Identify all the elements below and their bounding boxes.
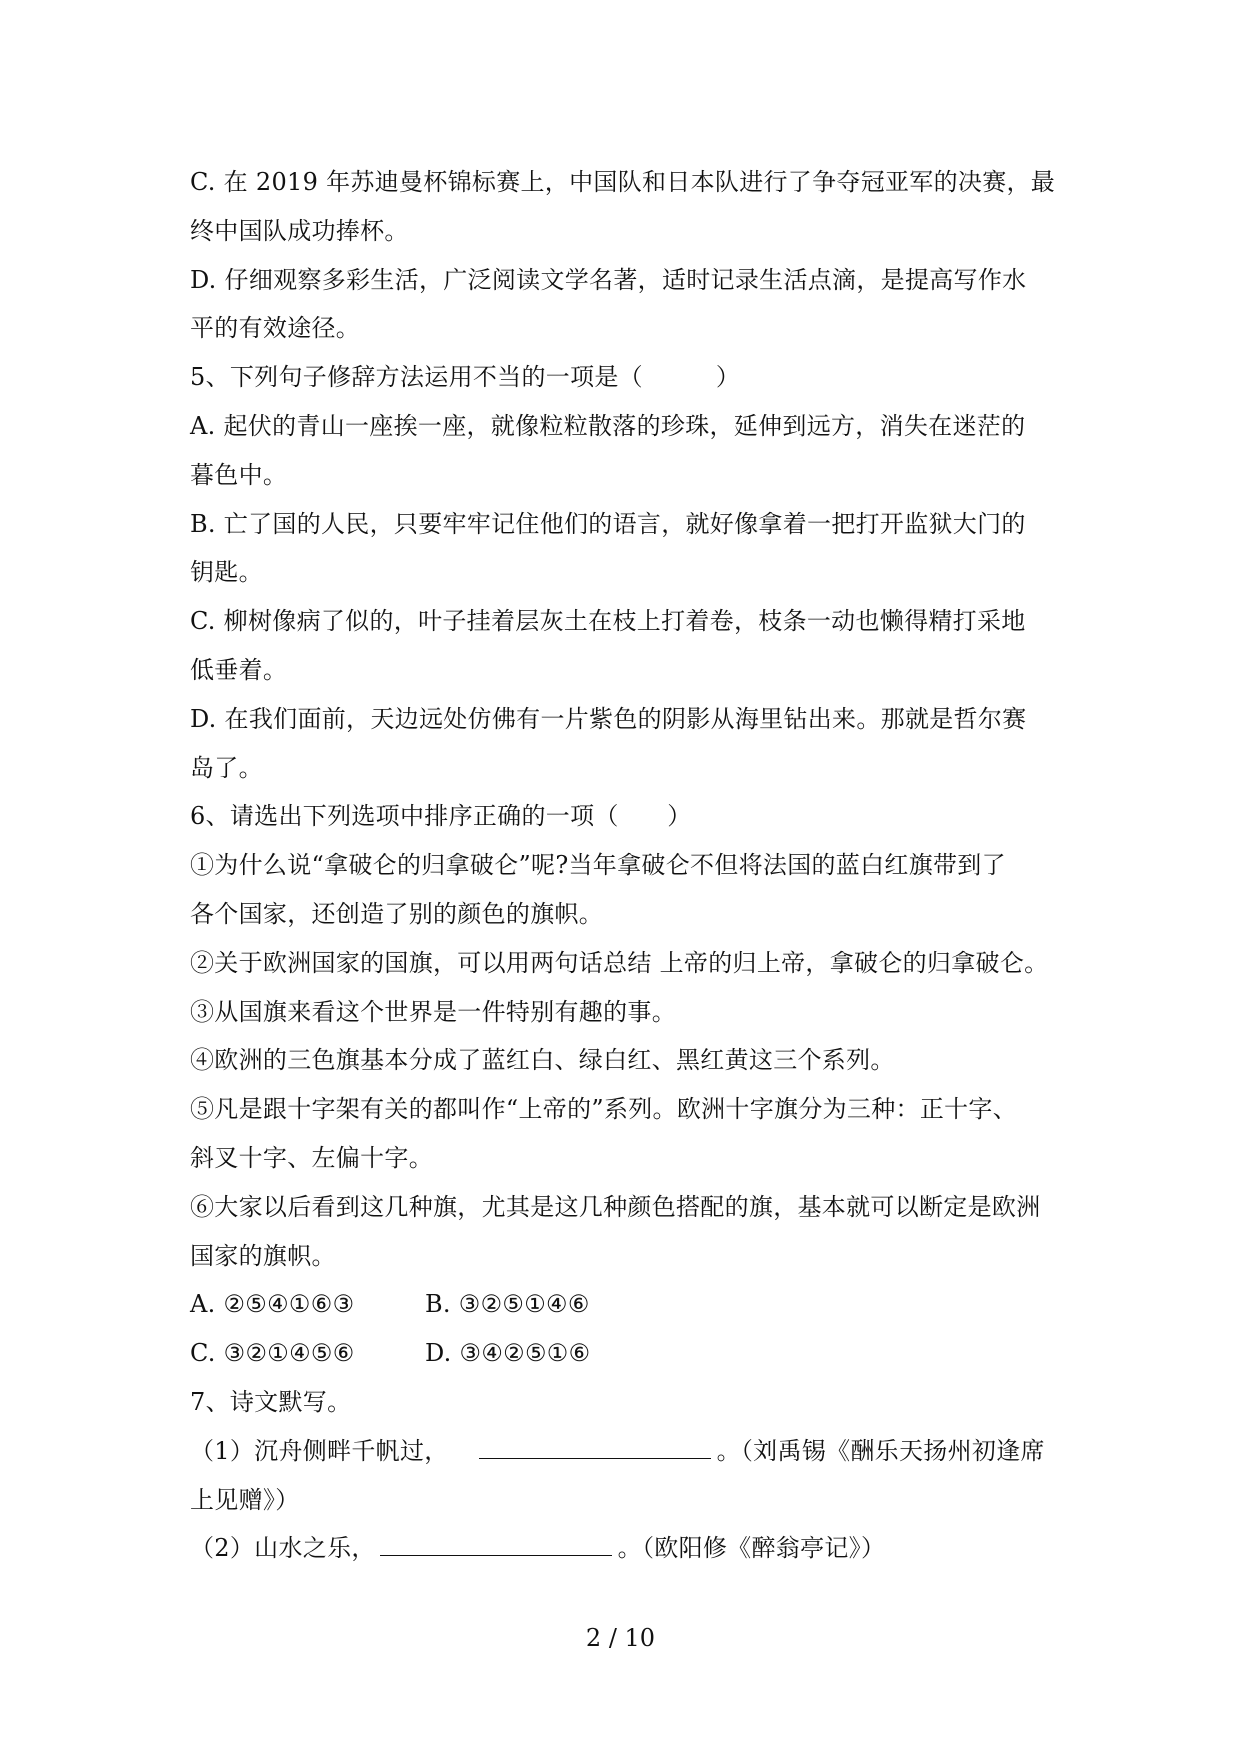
text-line: C. 在 2019 年苏迪曼杯锦标赛上，中国队和日本队进行了争夺冠亚军的决赛，最 (190, 168, 1056, 196)
option-a: A. ②⑤④①⑥③ (190, 1290, 355, 1319)
page-number: 2 / 10 (585, 1624, 656, 1652)
page-content (190, 158, 1060, 1573)
option-d: D. ③④②⑤①⑥ (425, 1339, 591, 1368)
text-line: D. 仔细观察多彩生活，广泛阅读文学名著，适时记录生活点滴，是提高写作水 (190, 265, 1027, 294)
options-row (190, 1329, 1060, 1378)
question-5-title: 5、下列句子修辞方法运用不当的一项是（ ） (190, 363, 741, 392)
q7-item-2-prefix: （2）山水之乐， (190, 1534, 376, 1563)
q7-item-2-suffix: 。（欧阳修《醉翁亭记》） (617, 1534, 886, 1563)
q7-item-1-continued: 上见赠》） (190, 1485, 300, 1514)
text-line: ③从国旗来看这个世界是一件特别有趣的事。 (190, 997, 676, 1026)
text-line: 岛了。 (190, 753, 263, 782)
q7-item-1-suffix: 。（刘禹锡《酬乐天扬州初逢席 (716, 1436, 1045, 1465)
question-6-title: 6、请选出下列选项中排序正确的一项（ ） (190, 802, 692, 831)
text-line: 低垂着。 (190, 655, 288, 684)
text-line: ④欧洲的三色旗基本分成了蓝红白、绿白红、黑红黄这三个系列。 (190, 1046, 895, 1075)
option-b: B. ③②⑤①④⑥ (425, 1290, 590, 1319)
question-7-title: 7、诗文默写。 (190, 1387, 352, 1416)
text-line: B. 亡了国的人民，只要牢牢记住他们的语言，就好像拿着一把打开监狱大门的 (190, 509, 1026, 538)
text-line: C. 柳树像病了似的，叶子挂着层灰土在枝上打着卷，枝条一动也懒得精打采地 (190, 607, 1026, 636)
answer-blank (479, 1430, 711, 1459)
text-line: 国家的旗帜。 (190, 1241, 336, 1270)
text-line: 钥匙。 (190, 558, 263, 587)
text-line: ①为什么说“拿破仑的归拿破仑”呢?当年拿破仑不但将法国的蓝白红旗带到了 (190, 851, 1006, 880)
q7-item-1 (190, 1427, 1060, 1476)
text-line: 暮色中。 (190, 460, 288, 489)
text-line: 终中国队成功捧杯。 (190, 216, 409, 245)
q7-item-2 (190, 1524, 1060, 1573)
text-line: 各个国家，还创造了别的颜色的旗帜。 (190, 899, 604, 928)
option-c: C. ③②①④⑤⑥ (190, 1339, 355, 1368)
text-line: ⑤凡是跟十字架有关的都叫作“上帝的”系列。欧洲十字旗分为三种：正十字、 (190, 1095, 1018, 1124)
text-line: A. 起伏的青山一座挨一座，就像粒粒散落的珍珠，延伸到远方，消失在迷茫的 (190, 411, 1026, 440)
text-line: ⑥大家以后看到这几种旗，尤其是这几种颜色搭配的旗，基本就可以断定是欧洲 (190, 1192, 1041, 1221)
text-line: 平的有效途径。 (190, 314, 361, 343)
text-line: D. 在我们面前，天边远处仿佛有一片紫色的阴影从海里钻出来。那就是哲尔赛 (190, 704, 1027, 733)
q7-item-1-prefix: （1）沉舟侧畔千帆过， (190, 1436, 449, 1465)
text-line: ②关于欧洲国家的国旗，可以用两句话总结 上帝的归上帝，拿破仑的归拿破仑。 (190, 948, 1049, 977)
answer-blank (380, 1527, 612, 1556)
options-row (190, 1280, 1060, 1329)
text-line: 斜叉十字、左偏十字。 (190, 1143, 433, 1172)
